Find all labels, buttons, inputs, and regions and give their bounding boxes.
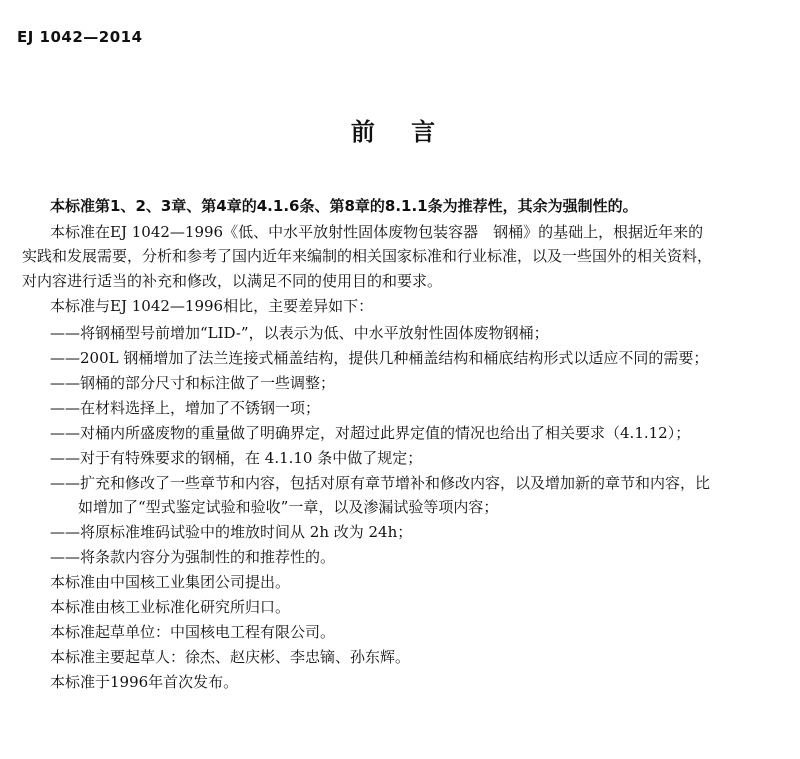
difference-item: ——将原标准堆码试验中的堆放时间从 2h 改为 24h；	[50, 523, 413, 541]
paragraph-basis-line-2: 实践和发展需要，分析和参考了国内近年来编制的相关国家标准和行业标准，以及一些国外的相关资料，	[22, 247, 713, 265]
paragraph-applicability: 本标准第1、2、3章、第4章的4.1.6条、第8章的8.1.1条为推荐性，其余为强制性的。	[50, 197, 638, 215]
paragraph-proposer: 本标准由中国核工业集团公司提出。	[50, 573, 291, 591]
difference-item: ——钢桶的部分尺寸和标注做了一些调整；	[50, 374, 336, 392]
difference-item: ——在材料选择上，增加了不锈钢一项；	[50, 399, 321, 417]
paragraph-drafting-unit: 本标准起草单位：中国核电工程有限公司。	[50, 623, 336, 641]
paragraph-first-release: 本标准于1996年首次发布。	[50, 673, 239, 691]
difference-item: ——200L 钢桶增加了法兰连接式桶盖结构，提供几种桶盖结构和桶底结构形式以适应不同的需要；	[50, 349, 709, 367]
paragraph-centralized-by: 本标准由核工业标准化研究所归口。	[50, 598, 291, 616]
difference-item: ——扩充和修改了一些章节和内容，包括对原有章节增补和修改内容，以及增加新的章节和内容，比	[50, 474, 711, 492]
difference-item: ——对于有特殊要求的钢桶，在 4.1.10 条中做了规定；	[50, 449, 423, 467]
page-title: 前 言	[350, 118, 450, 146]
difference-item: ——将条款内容分为强制性的和推荐性的。	[50, 548, 336, 566]
paragraph-drafters: 本标准主要起草人：徐杰、赵庆彬、李忠镝、孙东辉。	[50, 648, 411, 666]
difference-item: ——对桶内所盛废物的重量做了明确界定，对超过此界定值的情况也给出了相关要求（4.1.12）；	[50, 424, 691, 442]
paragraph-differences-intro: 本标准与EJ 1042—1996相比，主要差异如下：	[50, 297, 374, 315]
document-code: EJ 1042—2014	[17, 28, 143, 46]
difference-item-continuation: 如增加了“型式鉴定试验和验收”一章，以及渗漏试验等项内容；	[78, 498, 499, 516]
difference-item: ——将钢桶型号前增加“LID-”，以表示为低、中水平放射性固体废物钢桶；	[50, 324, 549, 342]
paragraph-basis-line-1: 本标准在EJ 1042—1996《低、中水平放射性固体废物包装容器 钢桶》的基础上，根据近年来的	[50, 223, 704, 241]
paragraph-basis-line-3: 对内容进行适当的补充和修改，以满足不同的使用目的和要求。	[22, 272, 443, 290]
